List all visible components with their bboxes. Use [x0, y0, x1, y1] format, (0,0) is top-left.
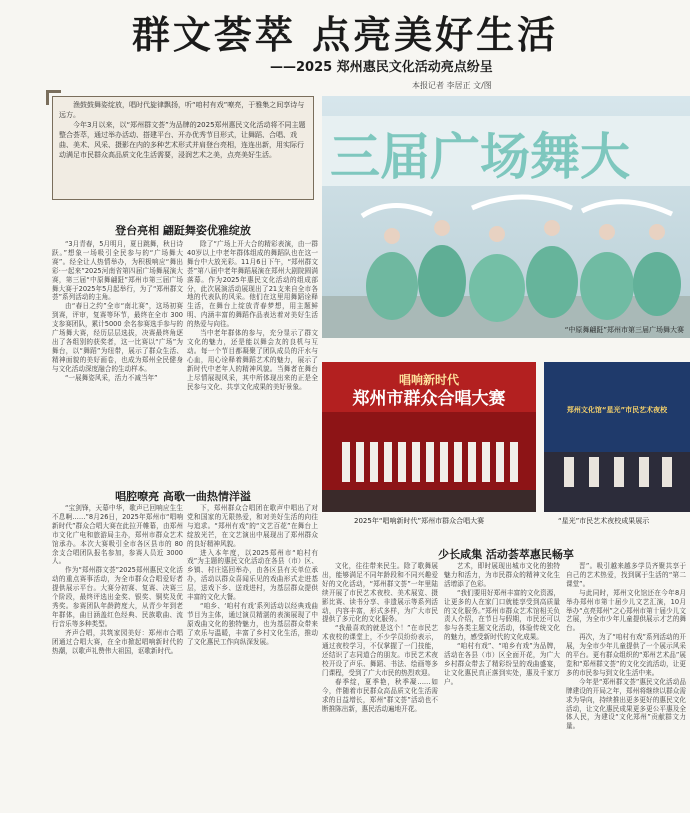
- paragraph: “我最喜欢的就是这个！”在市民艺术夜校的课堂上，不少学员纷纷表示，通过夜校学习，不仅掌握了一门技能，还结识了志同道合的朋友。市民艺术夜校开设了声乐、舞蹈、书法、绘画等多门课程，受到了广大市民的热烈欢迎。: [322, 624, 438, 677]
- paragraph: 春季绽，夏季艳，秋季凝……如今，伴随着市民群众高品质文化生活需求的日益增长，郑州“群文荟”活动也不断推陈出新，惠民活动遍地开花。: [322, 677, 438, 713]
- activities-column-2: [444, 562, 560, 804]
- dance-column-left: [52, 240, 183, 472]
- paragraph: 与此同时，郑州文化馆还在今年8月举办郑州市第十届少儿文艺汇演，10月举办“点亮郑州”之心郑州市第十届少儿文艺展，为全市少年儿童提供展示才艺的舞台。: [566, 588, 686, 633]
- paragraph: “3月青春，5月明月，夏日跳舞，秋日诗跃。”想象一场吸引全民参与的“广场舞大赛”。经全让人热情举办，为积极响应“舞出彩·一起来”2025河南省第四届广场舞展演大赛，第三届“中原舞翩跹”郑州市第三届广场舞大赛于2025年5月起举行，为了“郑州群文荟”系列活动的主角。: [52, 240, 183, 302]
- paragraph: 由“春日之约”全市“南北赛”，这场初赛到赛，评审，复赛等环节，最终在全市 300 支参赛团队，累计5000 余名参赛选手参与的广场舞大赛，经历层层选拔，决赛最终角逐出了各组别的获奖者，这一比赛以“广场”为舞台，以“舞蹈”为纽带，展示了群众生活、精神面貌的美好画卷，也成为郑州全民健身与文化活动深度融合的生动样本。: [52, 302, 183, 373]
- choir-banner-top: 唱响新时代: [398, 373, 460, 387]
- paragraph: “咱村有戏”、“咱乡有戏”为品牌，活动在各县（市）区全面开花，为广大乡村群众带去了精彩纷呈的戏曲盛宴，让文化惠民真正落到实处，惠及千家万户。: [444, 642, 560, 686]
- paragraph: 当中老年群体的参与，充分显示了群文文化的魅力，还是能以舞会友的良机与互动。每一个节目都凝聚了团队成员的汗水与心血，用心诠释着舞蹈艺术的魅力，展示了新时代中老年人的精神风貌。当舞者在舞台上尽情展现风采，其中所体现出来的正是全民参与文化、共享文化成果的美好景象。: [187, 329, 318, 391]
- orchestra-photo: [544, 362, 690, 512]
- orchestra-photo-image: [544, 362, 690, 512]
- paragraph: 作为“郑州群文荟”2025郑州惠民文化活动的重点赛事活动，为全市群众合唱爱好者提供展示平台。大赛分初赛、复赛、决赛三个阶段，最终评选出金奖、银奖、铜奖及优秀奖。参赛团队年龄跨度大，从青少年到老年群体，曲目涵盖红色经典、民族歌曲、流行音乐等多种类型。: [52, 566, 183, 628]
- dance-column-right: [187, 240, 318, 472]
- byline: 本报记者 李居正 文/图: [412, 81, 492, 90]
- paragraph: 艺术，即时展现出城市文化的独特魅力和活力，为市民群众的精神文化生活增添了色彩。: [444, 562, 560, 588]
- paragraph: 文化，往往带来民生。除了歌舞展出，能够满足不同年龄段和不同兴趣爱好的文化活动，“郑州群文荟”一年里陆续开展了市民艺术夜校、美术展览、摄影比赛、读书分享、非遗展示等系列活动，内容丰富，形式多样，为广大市民提供了多元化的文化服务。: [322, 562, 438, 624]
- choir-photo-image: [322, 362, 536, 512]
- paragraph: “宝剑锋，天幕中华，歌声已回响应生生不息啊……”8月26日，2025年郑州市“唱响新时代”群众合唱大赛在此拉开帷幕，由郑州市文化广电和旅游局主办，郑州市群众艺术馆承办。本次大赛吸引全市各区县市的 80 余支合唱团队报名参加，参赛人员近 3000 人。: [52, 504, 183, 566]
- dance-banner: 三届广场舞大: [330, 128, 630, 186]
- dance-photo: [322, 96, 690, 338]
- lead-paragraph: 今年3月以来，以“郑州群文荟”为品牌的2025郑州惠民文化活动将不同主题整合荟萃，通过举办活动、搭建平台、开办优秀节目形式，让舞蹈、合唱、戏曲、美术、风采、摄影在内的多种艺术形式并肩登台亮相，连连出新，用实际行动满足市民群众高品质文化生活需要，浸润艺术之美，点亮美好生活。: [59, 121, 306, 159]
- subheadline: ——2025 郑州惠民文化活动亮点纷呈: [270, 60, 493, 75]
- paragraph: 晋”。吸引越来越多学员齐聚共享于自己的艺术热爱，找到属于生活的“第二课堂”。: [566, 562, 686, 588]
- paragraph: “咱乡、‘咱村有戏’系列活动以经典戏曲节目为主体，通过演员精湛的表演展现了中原戏曲文化的独特魅力，也为基层群众带来了欢乐与温暖，丰富了乡村文化生活，推动了文化惠民工作向纵深发展。: [187, 601, 318, 646]
- dance-caption: “中原舞翩跹”郑州市第三届广场舞大赛: [564, 326, 684, 334]
- paragraph: 齐声合唱，共筑家园美好：郑州市合唱团通过合唱大赛，在全市掀起唱响新时代的热潮，以歌声礼赞伟大祖国，讴歌新时代。: [52, 628, 183, 655]
- activities-column-1: [322, 562, 438, 804]
- section-heading-activities: 少长咸集 活动荟萃惠民畅享: [438, 548, 574, 561]
- orchestra-banner: 郑州文化馆“星光”市民艺术夜校: [566, 406, 668, 414]
- lead-box: [52, 96, 314, 200]
- lead-paragraph: 渔鼓鼓舞姿绽放，唱时代旋律飘扬，听“咱村有戏”嘹亮，于雅集之间享诗与远方。: [59, 101, 305, 119]
- choir-photo: [322, 362, 536, 512]
- section-heading-dance: 登台亮相 翩跹舞姿优雅绽放: [115, 224, 251, 237]
- paragraph: 进入本年度，以2025郑州市“咱村有戏”为主题的惠民文化活动在各县（市）区、乡镇、村庄巡回举办，由各区县有关单位承办，活动以群众喜闻乐见的戏曲形式走进基层，送戏下乡、送戏进村，为基层群众提供丰富的文化大餐。: [187, 548, 318, 602]
- choir-column-1: [52, 504, 183, 804]
- choir-column-2: [187, 504, 318, 804]
- headline: 群文荟萃 点亮美好生活: [131, 13, 559, 57]
- orchestra-caption: “星光”市民艺术夜校成果展示: [558, 517, 650, 525]
- section-heading-choir: 唱腔嘹亮 高歌一曲热情洋溢: [115, 490, 251, 503]
- dance-photo-image: [322, 96, 690, 338]
- choir-banner-main: 郑州市群众合唱大赛: [352, 389, 506, 409]
- paragraph: 除了“广场上开大合的精彩表演，由一群40岁以上中老年群体组成的舞蹈队也在这一舞台中大放光彩。11月6日下午，“郑州群文荟”第八届中老年舞蹈展演在郑州大剧院圆满落幕。作为2025年惠民文化活动的组成部分，此次展演活动展现出了21支来自全市各地的代表队的风采。他们在这里用舞蹈诠释生活，在舞台上绽放青春梦想，用主题鲜明、内涵丰富的舞蹈作品表达着对美好生活的热爱与向往。: [187, 240, 318, 329]
- paragraph: “一展舞姿风采，活力不减当年”: [65, 373, 158, 382]
- paragraph: “我们要用好郑州丰富的文化资源，让更多的人在家门口就能享受到高质量的文化服务。”郑州市群众艺术馆相关负责人介绍，在节日与假期，市民还可以参与各类主题文化活动，体验传统文化的魅力，感受新时代的文化成果。: [444, 588, 560, 642]
- choir-caption: 2025年“唱响新时代”郑州市群众合唱大赛: [354, 517, 485, 525]
- paragraph: 再次，为了“咱村有戏”系列活动的开展，为全市少年儿童提供了一个展示风采的平台。更有群众组织的“郑州艺术品”展览和“郑州群文荟”的文化交流活动，让更多的市民参与到文化生活中来。: [566, 633, 686, 677]
- paragraph: 下，郑州群众合唱团在歌声中唱出了对党和国家的无限热爱，和对美好生活的向往与追求。“郑州有戏”的“文艺百花”在舞台上绽放光芒，在文艺演出中展现出了郑州群众的良好精神风貌。: [187, 504, 318, 548]
- activities-column-3: [566, 562, 686, 804]
- paragraph: 今年是“郑州群文荟”惠民文化活动品牌建设的开局之年，郑州将继续以群众需求为导向，持续推出更多更好的惠民文化活动，让文化惠民成果更多更公平惠及全体人民，为建设“文化郑州”贡献群文力量。: [566, 677, 686, 731]
